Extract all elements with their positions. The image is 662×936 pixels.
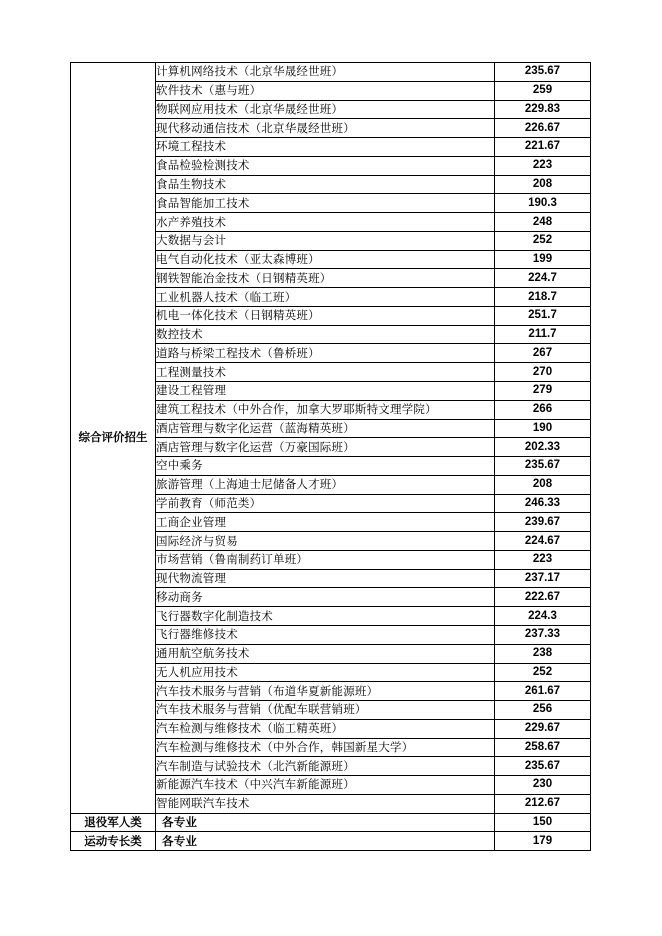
score-cell: 239.67	[495, 513, 591, 532]
score-cell: 190	[495, 419, 591, 438]
major-cell: 旅游管理（上海迪士尼储备人才班）	[156, 475, 495, 494]
major-cell: 国际经济与贸易	[156, 532, 495, 551]
major-cell: 食品检验检测技术	[156, 156, 495, 175]
score-cell: 208	[495, 175, 591, 194]
major-cell: 食品智能加工技术	[156, 194, 495, 213]
major-cell: 酒店管理与数字化运营（蓝海精英班）	[156, 419, 495, 438]
major-cell: 智能网联汽车技术	[156, 794, 495, 813]
score-cell: 202.33	[495, 438, 591, 457]
table-row	[71, 832, 591, 851]
score-cell: 218.7	[495, 288, 591, 307]
major-cell: 各专业	[156, 813, 495, 832]
major-cell: 食品生物技术	[156, 175, 495, 194]
major-cell: 飞行器维修技术	[156, 625, 495, 644]
major-cell: 工商企业管理	[156, 513, 495, 532]
major-cell: 大数据与会计	[156, 231, 495, 250]
major-cell: 通用航空航务技术	[156, 644, 495, 663]
major-cell: 钢铁智能冶金技术（日钢精英班）	[156, 269, 495, 288]
major-cell: 工程测量技术	[156, 363, 495, 382]
score-cell: 279	[495, 382, 591, 401]
score-cell: 229.83	[495, 100, 591, 119]
table-row	[71, 813, 591, 832]
score-cell: 179	[495, 832, 591, 851]
major-cell: 数控技术	[156, 325, 495, 344]
score-cell: 256	[495, 701, 591, 720]
major-cell: 新能源汽车技术（中兴汽车新能源班）	[156, 776, 495, 795]
score-cell: 237.17	[495, 569, 591, 588]
score-cell: 261.67	[495, 682, 591, 701]
major-cell: 水产养殖技术	[156, 213, 495, 232]
score-cell: 221.67	[495, 138, 591, 157]
score-cell: 238	[495, 644, 591, 663]
score-cell: 266	[495, 400, 591, 419]
score-cell: 251.7	[495, 306, 591, 325]
score-cell: 190.3	[495, 194, 591, 213]
score-cell: 252	[495, 231, 591, 250]
score-cell: 252	[495, 663, 591, 682]
major-cell: 汽车技术服务与营销（布道华夏新能源班）	[156, 682, 495, 701]
score-cell: 267	[495, 344, 591, 363]
score-cell: 248	[495, 213, 591, 232]
major-cell: 酒店管理与数字化运营（万豪国际班）	[156, 438, 495, 457]
major-cell: 建筑工程技术（中外合作，加拿大罗耶斯特文理学院）	[156, 400, 495, 419]
major-cell: 飞行器数字化制造技术	[156, 607, 495, 626]
major-cell: 机电一体化技术（日钢精英班）	[156, 306, 495, 325]
score-cell: 212.67	[495, 794, 591, 813]
major-cell: 环境工程技术	[156, 138, 495, 157]
major-cell: 汽车技术服务与营销（优配车联营销班）	[156, 701, 495, 720]
major-cell: 学前教育（师范类）	[156, 494, 495, 513]
major-cell: 无人机应用技术	[156, 663, 495, 682]
score-cell: 235.67	[495, 757, 591, 776]
major-cell: 道路与桥梁工程技术（鲁桥班）	[156, 344, 495, 363]
score-cell: 226.67	[495, 119, 591, 138]
major-cell: 汽车制造与试验技术（北汽新能源班）	[156, 757, 495, 776]
category-cell: 退役军人类	[71, 813, 156, 832]
category-cell: 运动专长类	[71, 832, 156, 851]
score-cell: 224.67	[495, 532, 591, 551]
score-cell: 199	[495, 250, 591, 269]
score-cell: 230	[495, 776, 591, 795]
major-cell: 现代移动通信技术（北京华晟经世班）	[156, 119, 495, 138]
major-cell: 建设工程管理	[156, 382, 495, 401]
score-cell: 258.67	[495, 738, 591, 757]
score-cell: 224.7	[495, 269, 591, 288]
major-cell: 空中乘务	[156, 457, 495, 476]
score-cell: 259	[495, 81, 591, 100]
major-cell: 汽车检测与维修技术（中外合作，韩国新星大学）	[156, 738, 495, 757]
score-cell: 235.67	[495, 63, 591, 82]
major-cell: 计算机网络技术（北京华晟经世班）	[156, 63, 495, 82]
category-cell: 综合评价招生	[71, 63, 156, 814]
score-cell: 211.7	[495, 325, 591, 344]
score-cell: 223	[495, 156, 591, 175]
score-cell: 208	[495, 475, 591, 494]
score-cell: 224.3	[495, 607, 591, 626]
score-cell: 246.33	[495, 494, 591, 513]
table-body	[71, 63, 591, 851]
major-cell: 现代物流管理	[156, 569, 495, 588]
score-cell: 223	[495, 550, 591, 569]
score-cell: 237.33	[495, 625, 591, 644]
score-cell: 235.67	[495, 457, 591, 476]
major-cell: 工业机器人技术（临工班）	[156, 288, 495, 307]
table-row	[71, 63, 591, 82]
major-cell: 电气自动化技术（亚太森博班）	[156, 250, 495, 269]
score-cell: 229.67	[495, 719, 591, 738]
major-cell: 移动商务	[156, 588, 495, 607]
major-cell: 物联网应用技术（北京华晟经世班）	[156, 100, 495, 119]
admission-score-table	[70, 62, 591, 851]
major-cell: 汽车检测与维修技术（临工精英班）	[156, 719, 495, 738]
major-cell: 软件技术（惠与班）	[156, 81, 495, 100]
score-cell: 222.67	[495, 588, 591, 607]
major-cell: 各专业	[156, 832, 495, 851]
major-cell: 市场营销（鲁南制药订单班）	[156, 550, 495, 569]
score-cell: 270	[495, 363, 591, 382]
score-cell: 150	[495, 813, 591, 832]
